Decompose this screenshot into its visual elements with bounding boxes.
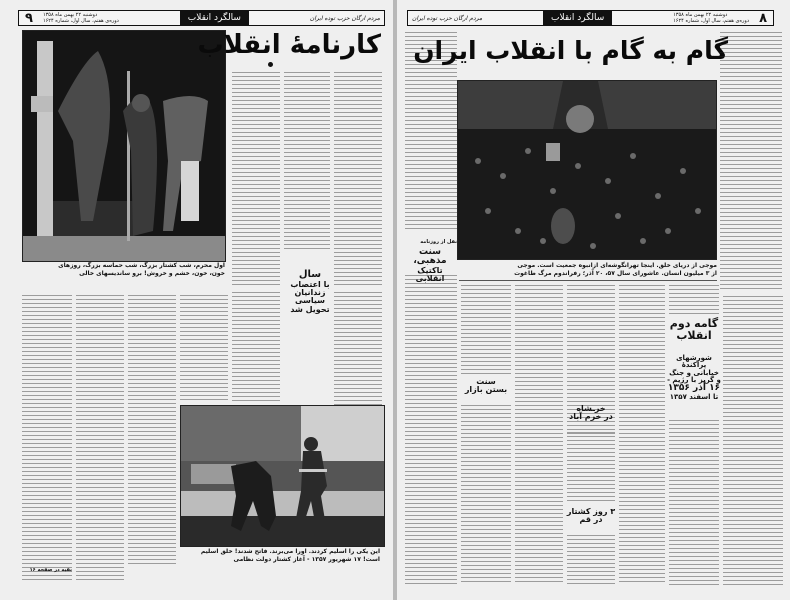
text-column <box>461 285 511 375</box>
text-column <box>128 295 176 565</box>
continued-note: بقیه در صفحه ۱۶ <box>29 567 72 573</box>
right-masthead <box>407 10 774 26</box>
issue-line: دوره‌ی هفتم، سال اول، شماره ۱۶۲۴ <box>673 18 750 24</box>
subhead-riots: شورشهای پراکندهٔ خیابانی و جنگ و گریز با رژیم - ۱۶ آذر ۱۳۵۶ تا اسفند ۱۳۵۷ <box>667 354 721 401</box>
left-masthead <box>18 10 385 26</box>
date-line: دوشنبه ۲۲ بهمن ماه ۱۳۵۸ <box>673 12 728 18</box>
subhead-khorramabad: خرـشاه در خرم آباد <box>569 404 613 422</box>
date-info <box>669 11 753 25</box>
text-column <box>515 285 563 585</box>
subhead-bazaar: سنت بستن بازار <box>464 377 508 395</box>
text-column <box>232 72 280 287</box>
right-headline: گام به گام با انقلاب ایران <box>413 36 728 65</box>
newspaper-brand: مردم ارگان حزب توده ایران <box>309 14 380 22</box>
text-column <box>334 72 382 287</box>
text-column <box>405 275 457 585</box>
newspaper-brand: مردم ارگان حزب توده ایران <box>412 14 483 22</box>
bullet-dot <box>268 62 273 67</box>
caption-underline <box>459 280 717 281</box>
text-column <box>461 405 511 585</box>
page-number: ۹ <box>25 10 33 26</box>
text-column <box>284 72 330 252</box>
photo-image <box>181 406 384 546</box>
photo-image <box>23 31 225 261</box>
left-headline: کارنامهٔ انقلاب <box>197 30 381 60</box>
text-column <box>76 295 124 580</box>
top-photo-doorway-fight <box>22 30 226 262</box>
left-newspaper-page <box>0 0 393 600</box>
text-column <box>720 32 782 292</box>
subhead-second-step: گامه دوم انقلاب <box>669 317 719 342</box>
section-label: سالگرد انقلاب <box>180 11 249 25</box>
text-column <box>669 420 719 585</box>
section-label: سالگرد انقلاب <box>543 11 612 25</box>
bottom-photo-caption: این یکی را اسلیم کردند. اورا می‌برند. فاتح شدند! خلق اسلیم است! ۱۷ شهریور ۱۳۵۷ - آغاز کشتار دولت نظامی <box>200 548 380 563</box>
text-column <box>567 432 615 504</box>
crowd-photo <box>457 80 717 260</box>
crowd-photo-caption: موجی از دریای خلق. اینجا تهرانگوشه‌ای ازانبوه جمعیت است. موجی از ۳ میلیون انسان. عاشورای سال ۵۷، ۲۰ آذر؛ رفراندوم مرگ طاغوت <box>514 262 717 277</box>
top-photo-caption: اول محرم، شب کشتار بزرگ، شب حماسه بزرگ، روزهای خون، خون، خشم و خروش! برو ساندیسهای خالی <box>58 262 225 277</box>
text-column <box>723 296 783 586</box>
text-column <box>22 295 72 580</box>
text-column <box>619 285 665 585</box>
text-column <box>232 292 280 402</box>
text-column <box>180 295 228 400</box>
subhead-prisoners: سال با اعتصاب زندانیان سیاسی تحویل شد <box>290 269 330 314</box>
page-number: ۸ <box>759 10 767 26</box>
text-column <box>669 285 719 315</box>
subhead-religious-tradition: سنت مذهبی، تاکتیک انقلابی <box>413 247 447 284</box>
text-column <box>567 535 615 585</box>
date-info <box>39 11 123 25</box>
issue-line: دوره‌ی هفتم، سال اول، شماره ۱۶۲۴ <box>42 18 119 24</box>
photo-image <box>458 81 716 259</box>
right-newspaper-page <box>397 0 790 600</box>
subhead-qom: ۳ روز کشتار در قم <box>566 507 616 525</box>
byline: نقل از روزنامه <box>420 239 457 245</box>
bottom-photo-soldiers <box>180 405 385 547</box>
date-line: دوشنبه ۲۲ بهمن ماه ۱۳۵۸ <box>42 12 98 18</box>
